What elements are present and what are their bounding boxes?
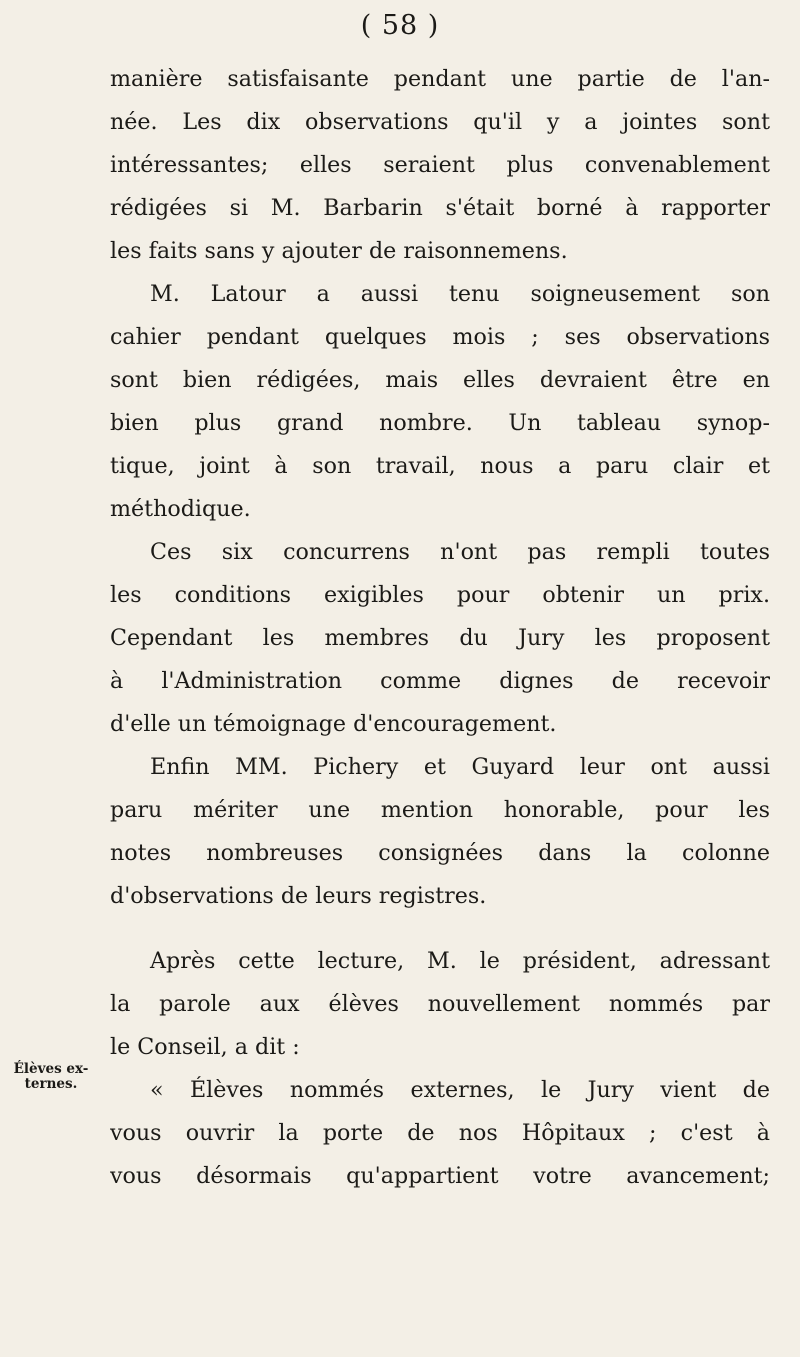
text-line: née. Les dix observations qu'il y a jointes sont <box>110 109 770 135</box>
text-line: à l'Administration comme dignes de recevoir <box>110 668 770 694</box>
page-number: ( 58 ) <box>360 10 440 41</box>
text-line: rédigées si M. Barbarin s'était borné à rapporter <box>110 195 770 221</box>
margin-note-line: ternes. <box>24 1076 78 1092</box>
paragraph <box>110 531 770 746</box>
paragraph <box>110 746 770 918</box>
text-line: paru mériter une mention honorable, pour les <box>110 797 770 823</box>
text-line: méthodique. <box>110 496 251 522</box>
text-line: Cependant les membres du Jury les proposent <box>110 625 770 651</box>
text-line: vous désormais qu'appartient votre avancement; <box>110 1163 770 1189</box>
text-line: vous ouvrir la porte de nos Hôpitaux ; c'est à <box>110 1120 770 1146</box>
text-line: tique, joint à son travail, nous a paru clair et <box>110 453 770 479</box>
text-line: les faits sans y ajouter de raisonnemens. <box>110 238 568 264</box>
text-line: M. Latour a aussi tenu soigneusement son <box>150 281 770 307</box>
text-line: la parole aux élèves nouvellement nommés par <box>110 991 770 1017</box>
text-line: cahier pendant quelques mois ; ses observations <box>110 324 770 350</box>
text-line: Enfin MM. Pichery et Guyard leur ont aussi <box>150 754 770 780</box>
text-line: notes nombreuses consignées dans la colonne <box>110 840 770 866</box>
text-line: Après cette lecture, M. le président, adressant <box>150 948 770 974</box>
paragraph <box>110 273 770 531</box>
text-line: sont bien rédigées, mais elles devraient être en <box>110 367 770 393</box>
text-line: d'observations de leurs registres. <box>110 883 487 909</box>
text-line: bien plus grand nombre. Un tableau synop- <box>110 410 770 436</box>
paragraph <box>110 58 770 273</box>
text-line: les conditions exigibles pour obtenir un prix. <box>110 582 770 608</box>
margin-note <box>6 1062 96 1092</box>
text-line: « Élèves nommés externes, le Jury vient de <box>150 1077 770 1103</box>
text-line: Ces six concurrens n'ont pas rempli toutes <box>150 539 770 565</box>
section-gap <box>110 918 770 940</box>
body-text <box>110 58 770 1198</box>
paragraph <box>110 1069 770 1198</box>
paragraph <box>110 940 770 1069</box>
text-line: manière satisfaisante pendant une partie de l'an- <box>110 66 770 92</box>
text-line: d'elle un témoignage d'encouragement. <box>110 711 557 737</box>
text-line: intéressantes; elles seraient plus convenablement <box>110 152 770 178</box>
text-line: le Conseil, a dit : <box>110 1034 300 1060</box>
margin-note-line: Élèves ex- <box>13 1061 89 1077</box>
